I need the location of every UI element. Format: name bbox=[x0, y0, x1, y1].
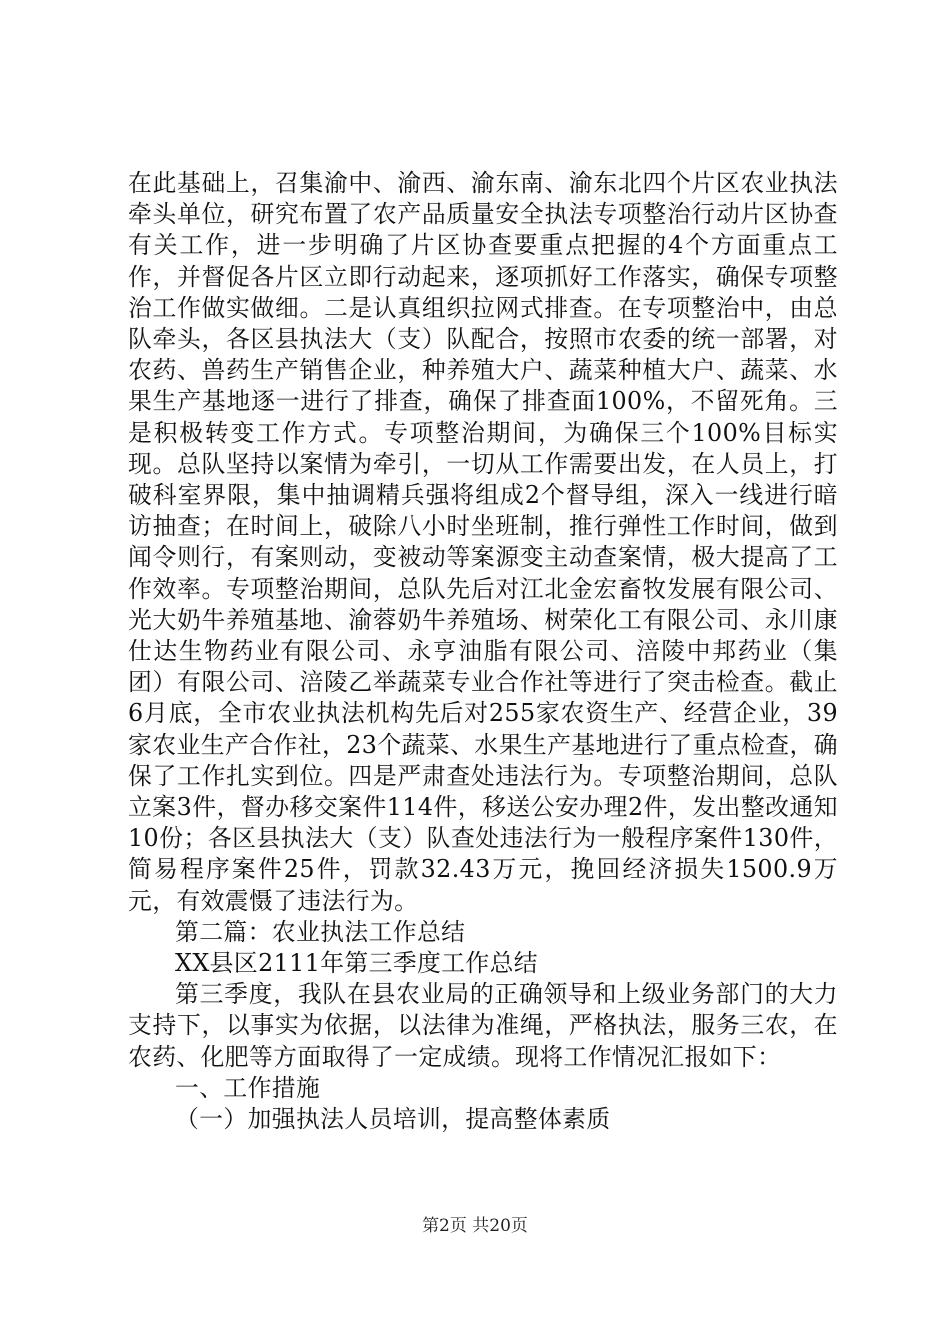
page-number-footer: 第2页 共20页 bbox=[422, 1216, 528, 1236]
document-body bbox=[128, 168, 838, 1135]
report-title: XX县区2111年第三季度工作总结 bbox=[175, 949, 539, 978]
heading-work-measures: 一、工作措施 bbox=[175, 1073, 321, 1102]
body-paragraph: 在此基础上，召集渝中、渝西、渝东南、渝东北四个片区农业执法牵头单位，研究布置了农产品质量安全执法专项整治行动片区协查有关工作，进一步明确了片区协查要重点把握的4个方面重点工作，并督促各片区立即行动起来，逐项抓好工作落实，确保专项整治工作做实做细。二是认真组织拉网式排查。在专项整治中，由总队牵头，各区县执法大（支）队配合，按照市农委的统一部署，对农药、兽药生产销售企业，种养殖大户、蔬菜种植大户、蔬菜、水果生产基地逐一进行了排查，确保了排查面100%，不留死角。三是积极转变工作方式。专项整治期间，为确保三个100%目标实现。总队坚持以案情为牵引，一切从工作需要出发，在人员上，打破科室界限，集中抽调精兵强将组成2个督导组，深入一线进行暗访抽查；在时间上，破除八小时坐班制，推行弹性工作时间，做到闻令则行，有案则动，变被动等案源变主动查案情，极大提高了工作效率。专项整治期间，总队先后对江北金宏畜牧发展有限公司、光大奶牛养殖基地、渝蓉奶牛养殖场、树荣化工有限公司、永川康仕达生物药业有限公司、永亨油脂有限公司、涪陵中邦药业（集团）有限公司、涪陵乙举蔬菜专业合作社等进行了突击检查。截止6月底，全市农业执法机构先后对255家农资生产、经营企业，39家农业生产合作社，23个蔬菜、水果生产基地进行了重点检查，确保了工作扎实到位。四是严肃查处违法行为。专项整治期间，总队立案3件，督办移交案件114件，移送公安办理2件，发出整改通知10份；各区县执法大（支）队查处违法行为一般程序案件130件，简易程序案件25件，罚款32.43万元，挽回经济损失1500.9万元，有效震慑了违法行为。 bbox=[128, 169, 838, 915]
subheading-training: （一）加强执法人员培训，提高整体素质 bbox=[175, 1105, 611, 1134]
intro-paragraph: 第三季度，我队在县农业局的正确领导和上级业务部门的大力支持下，以事实为依据，以法律为准绳，严格执法，服务三农，在农药、化肥等方面取得了一定成绩。现将工作情况汇报如下： bbox=[128, 980, 838, 1071]
section-heading-part-two: 第二篇：农业执法工作总结 bbox=[175, 917, 466, 946]
